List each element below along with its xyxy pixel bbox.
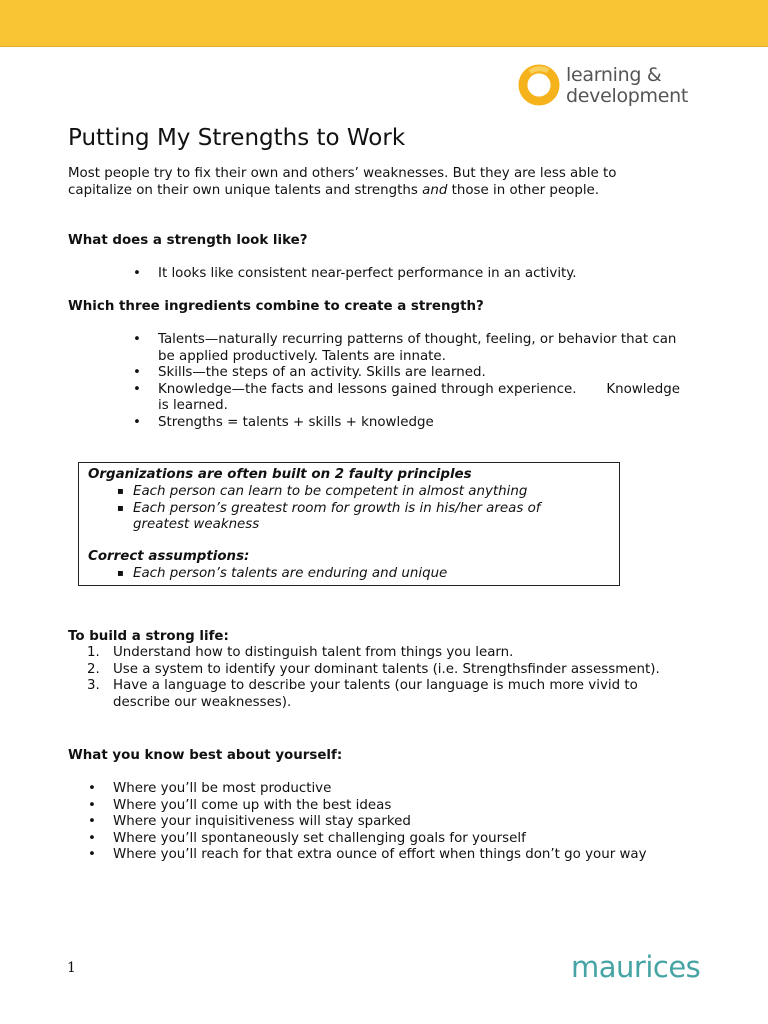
learning-development-logo	[518, 63, 718, 113]
list-item: • Where you’ll spontaneously set challenging goals for yourself	[88, 830, 526, 846]
list-item: • Skills—the steps of an activity. Skills are learned.	[133, 365, 486, 380]
list-item: • Strengths = talents + skills + knowledge	[133, 414, 434, 430]
list-item: • Where you’ll reach for that extra ounce of effort when things don’t go your way	[88, 847, 647, 862]
faulty-principles-list	[117, 484, 603, 534]
strength-look-list	[133, 266, 577, 283]
list-item: ▪ Each person’s greatest room for growth is in his/her areas of greatest weakness	[117, 500, 541, 532]
logo-ring-icon	[518, 64, 560, 106]
principles-box	[78, 462, 620, 586]
list-item: 3. Have a language to describe your talents (our language is much more vivid to describe our weaknesses).	[87, 678, 638, 710]
list-item: • It looks like consistent near-perfect performance in an activity.	[133, 266, 577, 281]
know-best-list	[88, 781, 713, 864]
list-item: • Where you’ll be most productive	[88, 781, 332, 796]
page-number: 1	[67, 960, 76, 976]
heading-strong-life: To build a strong life:	[68, 629, 229, 644]
list-item: • Knowledge—the facts and lessons gained through experience. Knowledge is learned.	[133, 381, 680, 413]
maurices-logo: maurices	[571, 950, 701, 984]
list-item: 2. Use a system to identify your dominant talents (i.e. Strengthsfinder assessment).	[87, 661, 660, 677]
intro-line2-end: those in other people.	[447, 182, 600, 198]
intro-line2	[68, 183, 708, 200]
correct-assumptions-list	[117, 566, 603, 583]
box-heading-correct: Correct assumptions:	[88, 549, 250, 564]
list-item: • Where you’ll come up with the best ideas	[88, 797, 392, 813]
box-heading-faulty: Organizations are often built on 2 faulty principles	[88, 467, 472, 482]
heading-ingredients: Which three ingredients combine to create a strength?	[68, 299, 484, 314]
intro-emphasis: and	[422, 182, 448, 198]
heading-strength-look: What does a strength look like?	[68, 233, 308, 248]
list-item: ▪ Each person’s talents are enduring and unique	[117, 566, 448, 581]
intro-line1: Most people try to fix their own and others’ weaknesses. But they are less able to	[68, 166, 617, 181]
logo-line1: learning &	[566, 64, 662, 86]
list-item: 1. Understand how to distinguish talent from things you learn.	[87, 645, 514, 660]
intro-paragraph	[68, 166, 708, 199]
strong-life-list	[87, 645, 713, 711]
ingredients-list	[133, 332, 708, 431]
header-bar	[0, 0, 768, 47]
list-item: ▪ Each person can learn to be competent in almost anything	[117, 484, 528, 499]
logo-text	[566, 65, 688, 107]
logo-line2: development	[566, 85, 689, 107]
list-item: • Talents—naturally recurring patterns of thought, feeling, or behavior that can be applied productively. Talents are innate.	[133, 332, 677, 364]
intro-line2-start: capitalize on their own unique talents and strengths	[68, 182, 423, 198]
list-item: • Where your inquisitiveness will stay sparked	[88, 814, 411, 829]
page-title: Putting My Strengths to Work	[68, 125, 406, 151]
heading-know-best: What you know best about yourself:	[68, 748, 343, 763]
